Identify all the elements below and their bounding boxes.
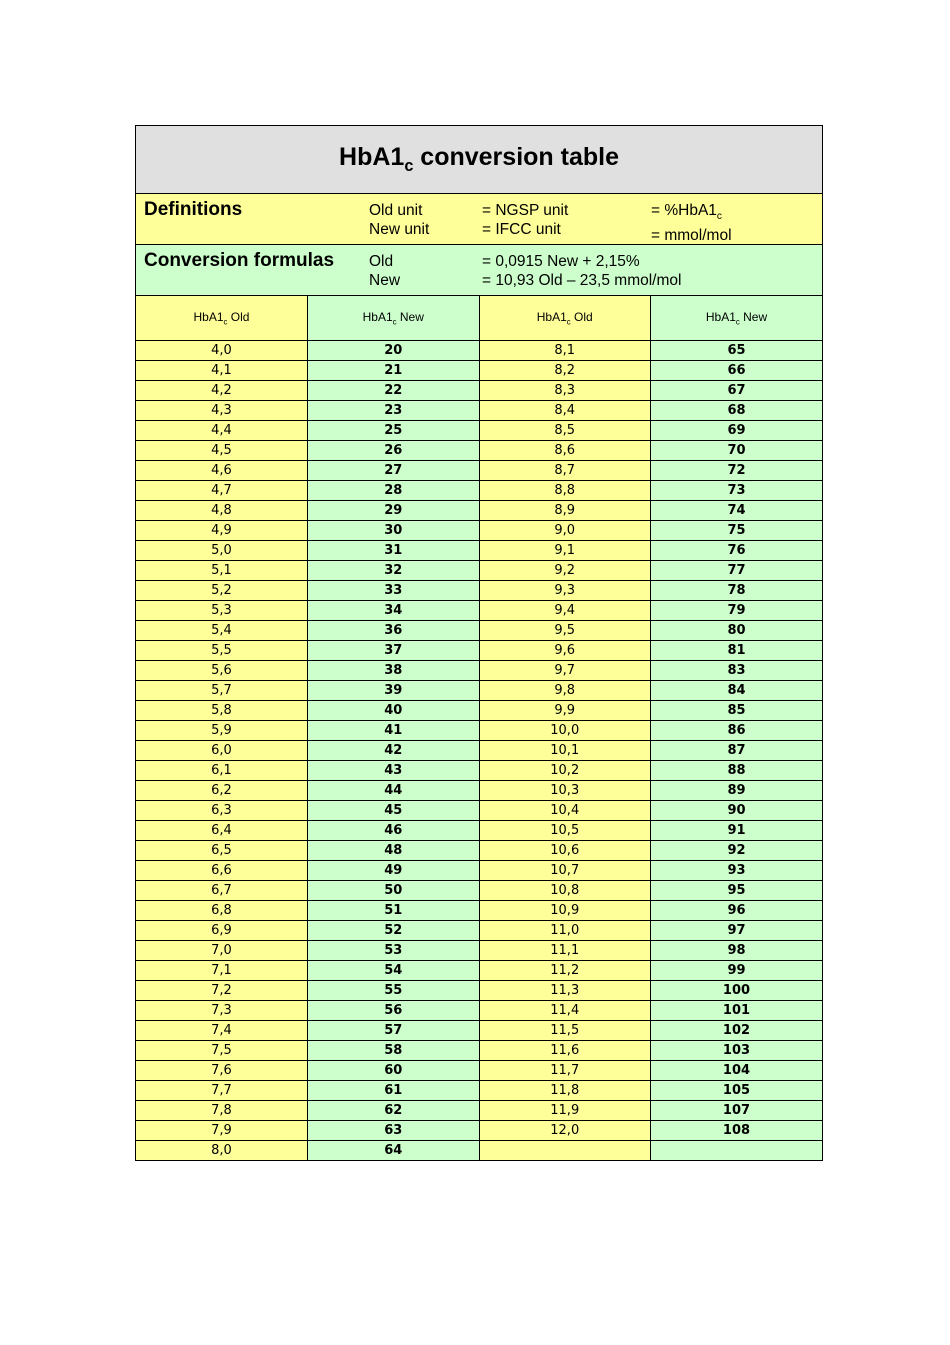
new-value-cell: 53 [308,940,480,960]
table-row [136,440,822,460]
table-row [136,720,822,740]
old-value-cell: 5,3 [136,600,308,620]
new-value-cell: 56 [308,1000,480,1020]
old-value-cell: 9,9 [479,700,651,720]
definitions-units: = $\%HbA1_c$ = mmol/mol [651,202,732,245]
old-value-cell: 5,4 [136,620,308,640]
table-row [136,840,822,860]
column-header-old: $HbA1_c$ Old [479,296,651,340]
table-row [136,400,822,420]
old-value-cell: 10,1 [479,740,651,760]
new-value-cell: 69 [651,420,823,440]
definitions-heading: Definitions [144,199,243,220]
old-value-cell: 8,7 [479,460,651,480]
new-value-cell: 57 [308,1020,480,1040]
table-row [136,680,822,700]
table-row [136,420,822,440]
old-value-cell: 9,5 [479,620,651,640]
conversion-formulas-heading: Conversion formulas [144,250,335,271]
old-value-cell: 11,0 [479,920,651,940]
table-row [136,760,822,780]
table-row [136,920,822,940]
old-value-cell: 10,4 [479,800,651,820]
old-value-cell: 8,6 [479,440,651,460]
old-value-cell: 11,1 [479,940,651,960]
old-value-cell: 7,9 [136,1120,308,1140]
table-row [136,960,822,980]
new-value-cell: 92 [651,840,823,860]
new-value-cell: 45 [308,800,480,820]
new-value-cell: 40 [308,700,480,720]
old-value-cell: 5,6 [136,660,308,680]
old-value-cell: 4,2 [136,380,308,400]
table-row [136,860,822,880]
table-row [136,380,822,400]
old-value-cell: 8,9 [479,500,651,520]
new-value-cell: 49 [308,860,480,880]
old-value-cell: 7,7 [136,1080,308,1100]
new-value-cell: 73 [651,480,823,500]
new-value-cell: 54 [308,960,480,980]
new-value-cell: 39 [308,680,480,700]
table-row [136,1040,822,1060]
new-value-cell: 46 [308,820,480,840]
old-value-cell: 7,8 [136,1100,308,1120]
new-value-cell: 30 [308,520,480,540]
column-header-new: $HbA1_c$ New [651,296,823,340]
old-value-cell: 10,5 [479,820,651,840]
old-value-cell: 5,9 [136,720,308,740]
table-row [136,780,822,800]
table-row [136,660,822,680]
table-row [136,560,822,580]
table-row [136,1020,822,1040]
old-value-cell: 10,9 [479,900,651,920]
old-value-cell: 9,2 [479,560,651,580]
new-value-cell: 26 [308,440,480,460]
table-row [136,1000,822,1020]
old-value-cell: 5,0 [136,540,308,560]
old-value-cell: 9,8 [479,680,651,700]
new-value-cell: 79 [651,600,823,620]
old-value-cell: 7,3 [136,1000,308,1020]
formula-names: Old New [369,253,401,289]
old-value-cell: 5,7 [136,680,308,700]
table-header-row [136,296,822,340]
new-value-cell: 67 [651,380,823,400]
new-value-cell: 36 [308,620,480,640]
new-value-cell: 107 [651,1100,823,1120]
new-value-cell: 81 [651,640,823,660]
column-header-old: $HbA1_c$ Old [136,296,308,340]
old-value-cell: 9,7 [479,660,651,680]
old-value-cell: 11,9 [479,1100,651,1120]
old-value-cell: 6,1 [136,760,308,780]
new-value-cell: 108 [651,1120,823,1140]
new-value-cell: 95 [651,880,823,900]
new-value-cell: 103 [651,1040,823,1060]
new-value-cell: 105 [651,1080,823,1100]
new-value-cell: 48 [308,840,480,860]
old-value-cell: 4,7 [136,480,308,500]
new-value-cell: 70 [651,440,823,460]
old-value-cell: 7,4 [136,1020,308,1040]
new-value-cell: 65 [651,340,823,360]
new-value-cell: 93 [651,860,823,880]
old-value-cell: 6,4 [136,820,308,840]
old-value-cell: 10,2 [479,760,651,780]
old-value-cell: 9,3 [479,580,651,600]
new-value-cell: 75 [651,520,823,540]
new-value-cell: 98 [651,940,823,960]
new-value-cell: 25 [308,420,480,440]
old-value-cell: 4,9 [136,520,308,540]
old-value-cell: 8,5 [479,420,651,440]
table-row [136,340,822,360]
new-value-cell: 22 [308,380,480,400]
new-value-cell: 37 [308,640,480,660]
new-value-cell: 68 [651,400,823,420]
table-row [136,740,822,760]
old-value-cell: 6,5 [136,840,308,860]
new-value-cell: 64 [308,1140,480,1160]
old-value-cell: 6,7 [136,880,308,900]
new-value-cell: 60 [308,1060,480,1080]
new-value-cell: 102 [651,1020,823,1040]
new-value-cell: 20 [308,340,480,360]
old-value-cell: 7,2 [136,980,308,1000]
table-row [136,360,822,380]
old-value-cell: 8,4 [479,400,651,420]
new-value-cell: 43 [308,760,480,780]
old-value-cell: 9,0 [479,520,651,540]
new-value-cell: 97 [651,920,823,940]
new-value-cell [651,1140,823,1160]
new-value-cell: 34 [308,600,480,620]
old-value-cell: 8,3 [479,380,651,400]
table-row [136,1140,822,1160]
new-value-cell: 21 [308,360,480,380]
old-value-cell: 5,1 [136,560,308,580]
old-value-cell: 8,1 [479,340,651,360]
conversion-formulas-section [136,245,822,296]
old-value-cell: 8,0 [136,1140,308,1160]
new-value-cell: 78 [651,580,823,600]
new-value-cell: 72 [651,460,823,480]
table-row [136,1100,822,1120]
new-value-cell: 62 [308,1100,480,1120]
new-value-cell: 63 [308,1120,480,1140]
new-value-cell: 77 [651,560,823,580]
new-value-cell: 52 [308,920,480,940]
new-value-cell: 101 [651,1000,823,1020]
table-row [136,480,822,500]
new-value-cell: 32 [308,560,480,580]
old-value-cell: 10,0 [479,720,651,740]
table-row [136,1080,822,1100]
new-value-cell: 51 [308,900,480,920]
old-value-cell: 10,8 [479,880,651,900]
old-value-cell: 9,6 [479,640,651,660]
new-value-cell: 96 [651,900,823,920]
new-value-cell: 89 [651,780,823,800]
old-value-cell: 11,3 [479,980,651,1000]
new-value-cell: 50 [308,880,480,900]
new-value-cell: 28 [308,480,480,500]
old-value-cell: 4,3 [136,400,308,420]
new-value-cell: 44 [308,780,480,800]
table-row [136,600,822,620]
old-value-cell: 11,8 [479,1080,651,1100]
new-value-cell: 76 [651,540,823,560]
column-header-new: $HbA1_c$ New [308,296,480,340]
new-value-cell: 100 [651,980,823,1000]
table-row [136,520,822,540]
table-row [136,700,822,720]
table-row [136,900,822,920]
new-value-cell: 90 [651,800,823,820]
new-value-cell: 99 [651,960,823,980]
conversion-table-document [135,125,823,1161]
new-value-cell: 33 [308,580,480,600]
old-value-cell: 6,0 [136,740,308,760]
new-value-cell: 66 [651,360,823,380]
new-value-cell: 42 [308,740,480,760]
new-value-cell: 61 [308,1080,480,1100]
old-value-cell: 9,4 [479,600,651,620]
old-value-cell: 9,1 [479,540,651,560]
new-value-cell: 83 [651,660,823,680]
table-row [136,640,822,660]
new-value-cell: 41 [308,720,480,740]
new-value-cell: 91 [651,820,823,840]
old-value-cell: 6,9 [136,920,308,940]
new-value-cell: 80 [651,620,823,640]
old-value-cell: 11,6 [479,1040,651,1060]
new-value-cell: 38 [308,660,480,680]
table-row [136,820,822,840]
new-value-cell: 88 [651,760,823,780]
old-value-cell: 7,1 [136,960,308,980]
table-row [136,1120,822,1140]
new-value-cell: 29 [308,500,480,520]
title-row [136,126,822,194]
old-value-cell: 4,1 [136,360,308,380]
old-value-cell: 10,6 [479,840,651,860]
table-row [136,980,822,1000]
table-row [136,460,822,480]
old-value-cell: 11,7 [479,1060,651,1080]
old-value-cell: 4,4 [136,420,308,440]
new-value-cell: 74 [651,500,823,520]
old-value-cell: 6,6 [136,860,308,880]
old-value-cell: 8,2 [479,360,651,380]
old-value-cell: 11,2 [479,960,651,980]
old-value-cell: 6,8 [136,900,308,920]
new-value-cell: 104 [651,1060,823,1080]
old-value-cell: 6,3 [136,800,308,820]
table-row [136,580,822,600]
old-value-cell: 4,5 [136,440,308,460]
new-value-cell: 85 [651,700,823,720]
old-value-cell: 4,6 [136,460,308,480]
old-value-cell: 4,8 [136,500,308,520]
old-value-cell [479,1140,651,1160]
definitions-standards: = NGSP unit = IFCC unit [482,202,569,238]
old-value-cell: 10,3 [479,780,651,800]
conversion-table [136,296,822,1160]
page-title: $HbA1_c$ conversion table [339,143,619,175]
new-value-cell: 58 [308,1040,480,1060]
definitions-unit-names: Old unit New unit [369,202,430,238]
formula-expressions: = 0,0915 New + 2,15% = 10,93 Old – 23,5 mmol/mol [482,253,682,289]
old-value-cell: 12,0 [479,1120,651,1140]
new-value-cell: 55 [308,980,480,1000]
table-row [136,540,822,560]
old-value-cell: 4,0 [136,340,308,360]
old-value-cell: 11,4 [479,1000,651,1020]
old-value-cell: 8,8 [479,480,651,500]
old-value-cell: 10,7 [479,860,651,880]
old-value-cell: 11,5 [479,1020,651,1040]
old-value-cell: 7,5 [136,1040,308,1060]
new-value-cell: 27 [308,460,480,480]
old-value-cell: 7,0 [136,940,308,960]
old-value-cell: 5,5 [136,640,308,660]
table-row [136,620,822,640]
old-value-cell: 5,8 [136,700,308,720]
table-row [136,880,822,900]
table-row [136,1060,822,1080]
new-value-cell: 87 [651,740,823,760]
old-value-cell: 7,6 [136,1060,308,1080]
old-value-cell: 5,2 [136,580,308,600]
old-value-cell: 6,2 [136,780,308,800]
new-value-cell: 84 [651,680,823,700]
new-value-cell: 23 [308,400,480,420]
new-value-cell: 86 [651,720,823,740]
table-row [136,800,822,820]
table-row [136,940,822,960]
definitions-section [136,194,822,245]
table-row [136,500,822,520]
new-value-cell: 31 [308,540,480,560]
